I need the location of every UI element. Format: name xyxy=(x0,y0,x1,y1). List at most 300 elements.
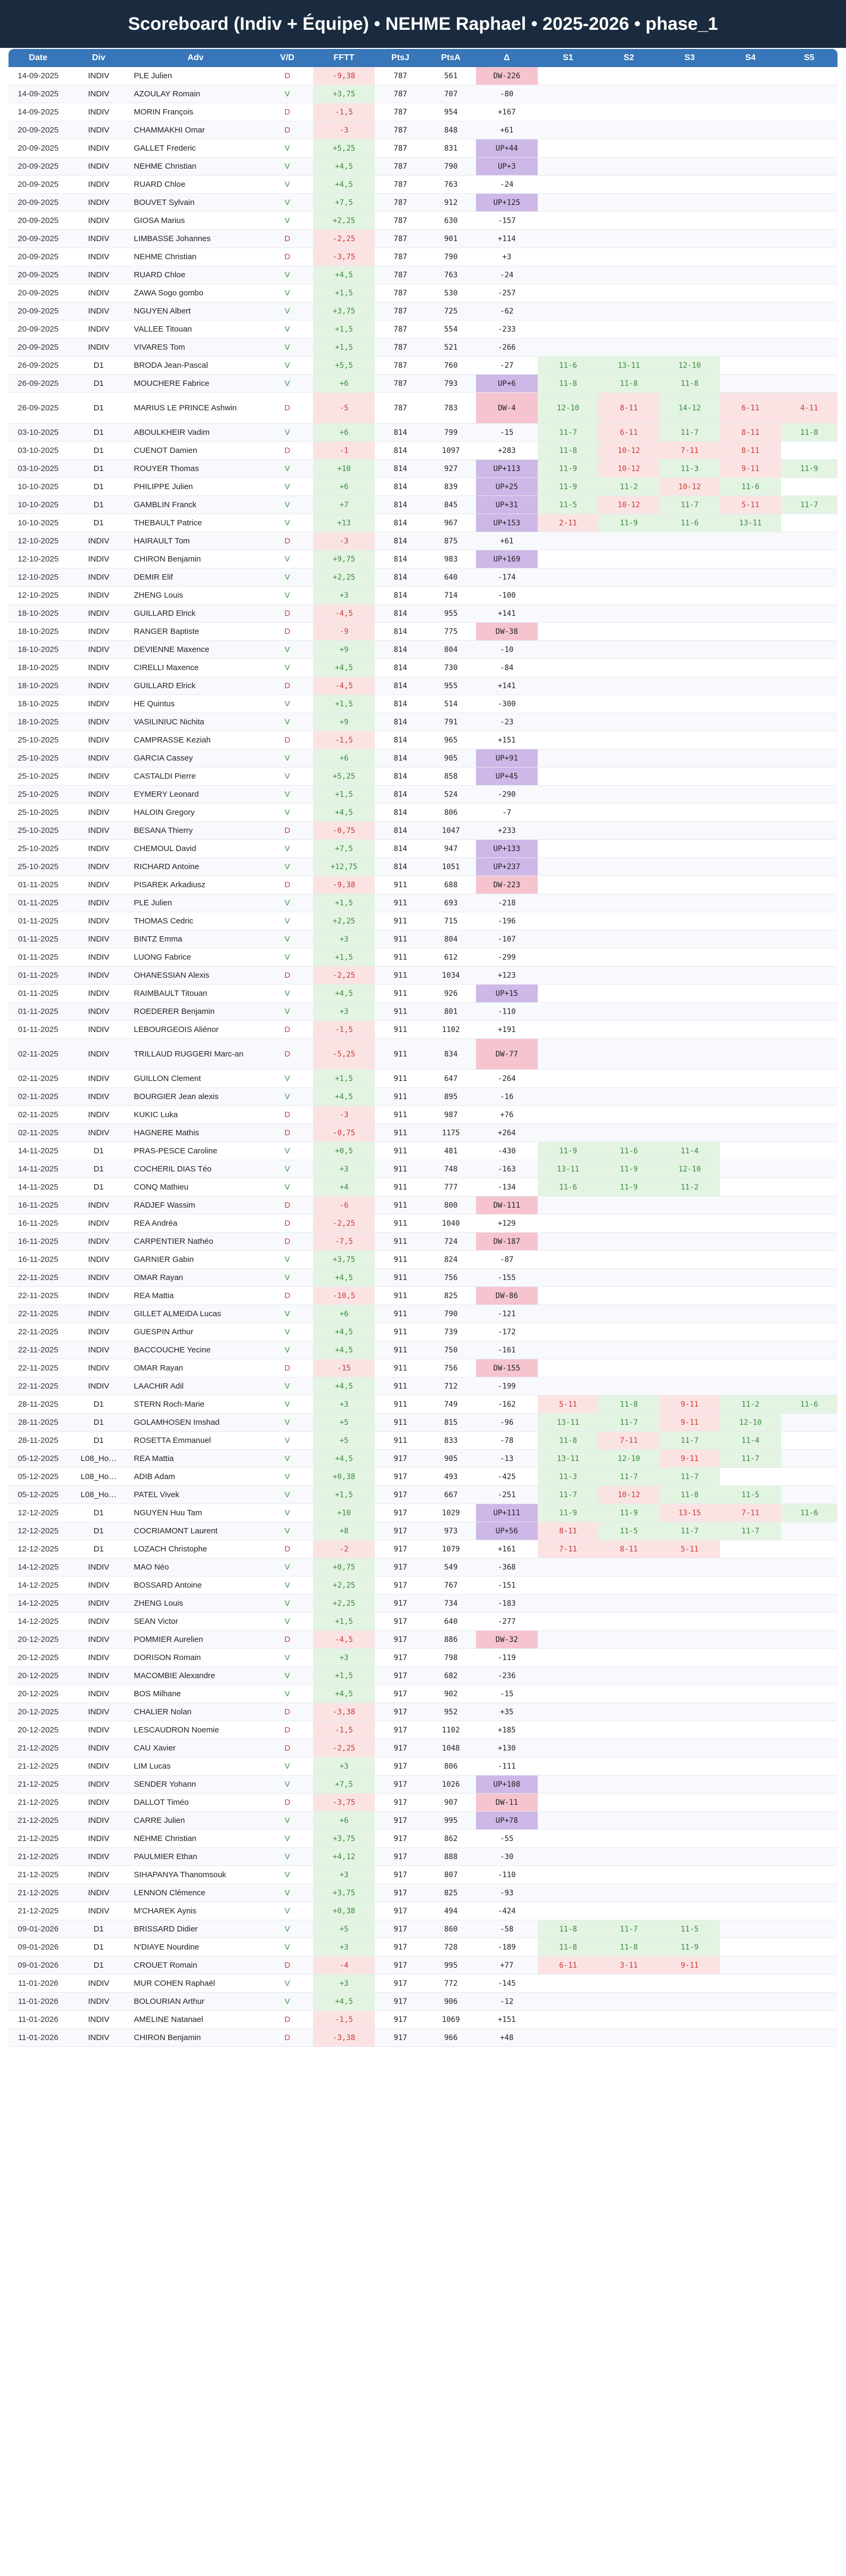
cell-ptsa: 688 xyxy=(444,880,458,889)
cell-date: 02-11-2025 xyxy=(18,1074,59,1083)
cell-div: INDIV xyxy=(88,1798,110,1807)
cell-delta: UP+15 xyxy=(476,985,538,1002)
cell-ptsa: 730 xyxy=(444,663,458,672)
cell-date: 22-11-2025 xyxy=(18,1364,59,1373)
opponent-name: LENNON Clémence xyxy=(134,1888,206,1897)
cell-ptsj: 911 xyxy=(393,1025,407,1034)
table-row xyxy=(9,695,837,713)
cell-div: INDIV xyxy=(88,307,110,316)
cell-adv xyxy=(129,1920,261,1938)
cell-adv xyxy=(129,587,261,604)
cell-set-5 xyxy=(781,2029,837,2046)
cell-set-4 xyxy=(720,930,781,948)
cell-ptsj: 917 xyxy=(393,1689,407,1698)
cell-set-5 xyxy=(781,1432,837,1449)
cell-result: V xyxy=(284,1382,290,1391)
opponent-name: OMAR Rayan xyxy=(134,1363,183,1373)
cell-delta: +264 xyxy=(497,1128,516,1137)
cell-set-3 xyxy=(659,1595,720,1612)
cell-set-2: 3-11 xyxy=(598,1956,659,1974)
cell-date: 14-11-2025 xyxy=(18,1183,59,1192)
column-header-s4[interactable]: S4 xyxy=(745,53,756,62)
cell-delta: -24 xyxy=(500,270,514,279)
cell-ptsa: 790 xyxy=(444,1309,458,1318)
cell-set-5 xyxy=(781,1039,837,1069)
cell-set-5 xyxy=(781,1070,837,1087)
cell-set-2 xyxy=(598,139,659,157)
table-row xyxy=(9,550,837,568)
cell-ptsa: 902 xyxy=(444,1689,458,1698)
column-header-s1[interactable]: S1 xyxy=(563,53,573,62)
cell-ptsj: 911 xyxy=(393,1219,407,1228)
table-header xyxy=(9,49,837,67)
cell-set-5 xyxy=(781,103,837,121)
cell-fftt: +4,5 xyxy=(313,266,375,284)
cell-ptsj: 814 xyxy=(393,428,407,437)
cell-set-4 xyxy=(720,1703,781,1721)
table-row xyxy=(9,1703,837,1721)
cell-set-5 xyxy=(781,695,837,713)
cell-ptsj: 911 xyxy=(393,1345,407,1355)
table-row xyxy=(9,158,837,176)
cell-set-1 xyxy=(538,1323,598,1341)
table-row xyxy=(9,1685,837,1703)
cell-set-2: 7-11 xyxy=(598,1432,659,1449)
opponent-name: CIRELLI Maxence xyxy=(134,663,199,672)
cell-date: 20-09-2025 xyxy=(18,252,59,261)
cell-fftt: -6 xyxy=(313,1196,375,1214)
cell-adv xyxy=(129,1088,261,1105)
cell-fftt: +3,75 xyxy=(313,1251,375,1268)
cell-ptsj: 911 xyxy=(393,1237,407,1246)
cell-set-4 xyxy=(720,1468,781,1485)
cell-set-5 xyxy=(781,1106,837,1124)
cell-ptsa: 966 xyxy=(444,2033,458,2042)
cell-delta: +3 xyxy=(502,252,512,261)
cell-fftt: -9 xyxy=(313,623,375,640)
column-header-vd[interactable]: V/D xyxy=(280,53,294,62)
cell-fftt: +5,5 xyxy=(313,357,375,374)
cell-set-1 xyxy=(538,1794,598,1811)
cell-result: V xyxy=(284,1581,290,1590)
cell-fftt: +1,5 xyxy=(313,894,375,912)
cell-result: V xyxy=(284,754,290,763)
cell-fftt: +2,25 xyxy=(313,1576,375,1594)
cell-set-4: 9-11 xyxy=(720,460,781,477)
cell-fftt: -5,25 xyxy=(313,1039,375,1069)
cell-set-3 xyxy=(659,1757,720,1775)
opponent-name: ABOULKHEIR Vadim xyxy=(134,427,210,437)
cell-set-5 xyxy=(781,248,837,266)
opponent-name: CASTALDI Pierre xyxy=(134,771,196,781)
cell-result: V xyxy=(284,917,290,926)
cell-date: 20-12-2025 xyxy=(18,1707,59,1716)
cell-set-2 xyxy=(598,194,659,211)
cell-set-5 xyxy=(781,1757,837,1775)
cell-set-2 xyxy=(598,1993,659,2010)
cell-set-1: 6-11 xyxy=(538,1956,598,1974)
cell-set-3 xyxy=(659,194,720,211)
cell-ptsa: 521 xyxy=(444,343,458,352)
table-row xyxy=(9,1003,837,1021)
cell-div: INDIV xyxy=(88,1237,110,1246)
cell-ptsa: 833 xyxy=(444,1436,458,1445)
cell-set-3 xyxy=(659,1070,720,1087)
cell-result: D xyxy=(284,1364,291,1373)
cell-date: 21-12-2025 xyxy=(18,1888,59,1897)
cell-set-5 xyxy=(781,1215,837,1232)
cell-fftt: +6 xyxy=(313,1812,375,1829)
opponent-name: AMELINE Natanael xyxy=(134,2014,203,2024)
cell-result: D xyxy=(284,126,291,135)
cell-fftt: +4,5 xyxy=(313,1377,375,1395)
cell-set-5 xyxy=(781,930,837,948)
cell-set-1 xyxy=(538,1902,598,1920)
cell-adv xyxy=(129,320,261,338)
cell-set-3: 12-10 xyxy=(659,1160,720,1178)
cell-ptsa: 1069 xyxy=(442,2015,460,2024)
cell-fftt: +1,5 xyxy=(313,284,375,302)
cell-set-3 xyxy=(659,1269,720,1286)
cell-set-3 xyxy=(659,568,720,586)
cell-set-5 xyxy=(781,338,837,356)
table-row xyxy=(9,1776,837,1794)
cell-set-5 xyxy=(781,1377,837,1395)
cell-div: INDIV xyxy=(88,591,110,600)
cell-set-3 xyxy=(659,1215,720,1232)
cell-set-2: 11-9 xyxy=(598,514,659,532)
cell-ptsa: 494 xyxy=(444,1906,458,1916)
opponent-name: CAU Xavier xyxy=(134,1743,176,1753)
cell-set-5 xyxy=(781,266,837,284)
cell-set-1 xyxy=(538,103,598,121)
cell-result: D xyxy=(284,736,291,745)
cell-set-1 xyxy=(538,985,598,1002)
cell-delta: -24 xyxy=(500,180,514,189)
opponent-name: LESCAUDRON Noemie xyxy=(134,1725,219,1735)
cell-fftt: +3,75 xyxy=(313,302,375,320)
cell-adv xyxy=(129,1178,261,1196)
cell-ptsj: 911 xyxy=(393,1183,407,1192)
cell-result: D xyxy=(284,681,291,690)
cell-div: INDIV xyxy=(88,772,110,781)
column-header-adv[interactable]: Adv xyxy=(187,53,204,62)
cell-ptsj: 787 xyxy=(393,288,407,298)
table-row xyxy=(9,822,837,840)
cell-ptsa: 848 xyxy=(444,126,458,135)
cell-ptsj: 917 xyxy=(393,1870,407,1879)
cell-result: D xyxy=(284,446,291,455)
column-header-div[interactable]: Div xyxy=(92,53,105,62)
column-header-fftt[interactable]: FFTT xyxy=(333,53,355,62)
cell-set-3 xyxy=(659,1003,720,1020)
table-row xyxy=(9,876,837,894)
cell-set-5 xyxy=(781,822,837,839)
cell-result: V xyxy=(284,790,290,799)
cell-adv xyxy=(129,194,261,211)
table-row xyxy=(9,930,837,948)
cell-set-3: 13-15 xyxy=(659,1504,720,1522)
opponent-name: RANGER Baptiste xyxy=(134,626,199,636)
cell-div: D1 xyxy=(93,1943,104,1952)
opponent-name: BESANA Thierry xyxy=(134,825,193,835)
opponent-name: ZHENG Louis xyxy=(134,590,183,600)
cell-ptsj: 814 xyxy=(393,645,407,654)
opponent-name: CHALIER Nolan xyxy=(134,1707,192,1716)
cell-div: D1 xyxy=(93,446,104,455)
cell-ptsa: 715 xyxy=(444,917,458,926)
cell-date: 21-12-2025 xyxy=(18,1816,59,1825)
cell-delta: -96 xyxy=(500,1418,514,1427)
cell-ptsj: 917 xyxy=(393,1581,407,1590)
cell-date: 16-11-2025 xyxy=(18,1201,59,1210)
cell-set-5 xyxy=(781,1794,837,1811)
table-row xyxy=(9,1975,837,1993)
table-row xyxy=(9,858,837,876)
cell-set-5 xyxy=(781,1468,837,1485)
table-row xyxy=(9,1667,837,1685)
cell-date: 21-12-2025 xyxy=(18,1852,59,1861)
cell-div: INDIV xyxy=(88,198,110,207)
cell-fftt: +3,75 xyxy=(313,1884,375,1902)
cell-set-4 xyxy=(720,731,781,749)
cell-delta: UP+169 xyxy=(476,550,538,568)
cell-set-1 xyxy=(538,1649,598,1666)
cell-date: 25-10-2025 xyxy=(18,808,59,817)
opponent-name: ZAWA Sogo gombo xyxy=(134,288,203,298)
cell-set-4 xyxy=(720,1993,781,2010)
cell-set-3: 10-12 xyxy=(659,478,720,496)
cell-ptsa: 493 xyxy=(444,1472,458,1481)
cell-set-2: 11-7 xyxy=(598,1920,659,1938)
cell-set-3: 11-4 xyxy=(659,1142,720,1160)
cell-fftt: +9,75 xyxy=(313,550,375,568)
cell-set-2 xyxy=(598,1196,659,1214)
cell-adv xyxy=(129,840,261,857)
cell-set-2 xyxy=(598,804,659,821)
opponent-name: KUKIC Luka xyxy=(134,1110,178,1119)
cell-set-1 xyxy=(538,1106,598,1124)
cell-set-4 xyxy=(720,876,781,894)
cell-ptsa: 895 xyxy=(444,1092,458,1101)
cell-div: D1 xyxy=(93,361,104,370)
table-row xyxy=(9,1757,837,1776)
cell-date: 11-01-2026 xyxy=(18,2033,59,2042)
cell-delta: -172 xyxy=(497,1327,516,1336)
cell-set-2 xyxy=(598,767,659,785)
cell-adv xyxy=(129,1341,261,1359)
column-header-s2[interactable]: S2 xyxy=(623,53,634,62)
cell-div: INDIV xyxy=(88,1725,110,1735)
cell-set-3 xyxy=(659,1359,720,1377)
cell-set-1: 11-6 xyxy=(538,357,598,374)
cell-result: V xyxy=(284,270,290,279)
cell-set-4 xyxy=(720,568,781,586)
cell-result: V xyxy=(284,1327,290,1336)
cell-ptsa: 906 xyxy=(444,1997,458,2006)
cell-div: INDIV xyxy=(88,1653,110,1662)
cell-ptsj: 917 xyxy=(393,1563,407,1572)
cell-result: D xyxy=(284,826,291,835)
opponent-name: PLE Julien xyxy=(134,71,173,80)
cell-set-4 xyxy=(720,1377,781,1395)
table-row xyxy=(9,1848,837,1866)
cell-fftt: +1,5 xyxy=(313,1486,375,1504)
opponent-name: PRAS-PESCE Caroline xyxy=(134,1146,218,1155)
cell-fftt: +4,5 xyxy=(313,985,375,1002)
cell-fftt: +12,75 xyxy=(313,858,375,876)
cell-adv xyxy=(129,460,261,477)
cell-ptsa: 667 xyxy=(444,1490,458,1499)
cell-set-1 xyxy=(538,659,598,676)
cell-ptsj: 814 xyxy=(393,536,407,546)
table-row xyxy=(9,1341,837,1359)
cell-div: INDIV xyxy=(88,717,110,726)
column-header-s5[interactable]: S5 xyxy=(803,53,815,62)
cell-adv xyxy=(129,1794,261,1811)
table-row xyxy=(9,1522,837,1540)
cell-div: INDIV xyxy=(88,1671,110,1680)
cell-fftt: -9,38 xyxy=(313,67,375,85)
cell-ptsa: 728 xyxy=(444,1943,458,1952)
table-row xyxy=(9,1196,837,1215)
cell-date: 21-12-2025 xyxy=(18,1906,59,1916)
cell-set-2 xyxy=(598,948,659,966)
cell-adv xyxy=(129,1902,261,1920)
table-row xyxy=(9,121,837,139)
cell-fftt: +3 xyxy=(313,930,375,948)
cell-adv xyxy=(129,1106,261,1124)
cell-set-2: 11-9 xyxy=(598,1504,659,1522)
cell-delta: UP+108 xyxy=(476,1776,538,1793)
cell-ptsj: 917 xyxy=(393,1816,407,1825)
cell-date: 22-11-2025 xyxy=(18,1382,59,1391)
cell-set-3 xyxy=(659,749,720,767)
cell-adv xyxy=(129,1631,261,1648)
cell-delta: UP+113 xyxy=(476,460,538,477)
cell-adv xyxy=(129,230,261,247)
cell-adv xyxy=(129,1142,261,1160)
cell-div: D1 xyxy=(93,1508,104,1517)
cell-set-3 xyxy=(659,1884,720,1902)
cell-set-2 xyxy=(598,1251,659,1268)
column-header-ptsj[interactable]: PtsJ xyxy=(391,53,409,62)
cell-set-3 xyxy=(659,677,720,695)
cell-set-3 xyxy=(659,1323,720,1341)
cell-set-4 xyxy=(720,1160,781,1178)
cell-set-1 xyxy=(538,67,598,85)
cell-set-4 xyxy=(720,1757,781,1775)
table-row xyxy=(9,442,837,460)
cell-set-5 xyxy=(781,1920,837,1938)
opponent-name: DEMIR Elif xyxy=(134,572,173,582)
table-row xyxy=(9,1956,837,1975)
cell-set-2 xyxy=(598,786,659,803)
cell-div: INDIV xyxy=(88,627,110,636)
cell-delta: -430 xyxy=(497,1146,516,1155)
cell-result: V xyxy=(284,663,290,672)
cell-fftt: +0,38 xyxy=(313,1468,375,1485)
cell-set-2: 10-12 xyxy=(598,460,659,477)
cell-ptsa: 790 xyxy=(444,252,458,261)
cell-delta: -161 xyxy=(497,1345,516,1355)
cell-delta: +76 xyxy=(500,1110,514,1119)
cell-ptsa: 973 xyxy=(444,1526,458,1535)
cell-set-3 xyxy=(659,894,720,912)
cell-delta: -155 xyxy=(497,1273,516,1282)
column-header-s3[interactable]: S3 xyxy=(684,53,695,62)
cell-ptsa: 965 xyxy=(444,736,458,745)
cell-result: D xyxy=(284,403,291,412)
cell-set-2 xyxy=(598,912,659,930)
column-header-date[interactable]: Date xyxy=(29,53,47,62)
cell-set-5 xyxy=(781,514,837,532)
cell-adv xyxy=(129,1377,261,1395)
opponent-name: NEHME Christian xyxy=(134,1834,196,1843)
table-row xyxy=(9,1178,837,1196)
cell-ptsj: 917 xyxy=(393,1961,407,1970)
cell-set-5 xyxy=(781,659,837,676)
cell-div: D1 xyxy=(93,1418,104,1427)
cell-set-1: 11-8 xyxy=(538,375,598,392)
column-header-ptsa[interactable]: PtsA xyxy=(441,53,461,62)
cell-ptsj: 917 xyxy=(393,1725,407,1735)
cell-fftt: -3,38 xyxy=(313,2029,375,2046)
cell-ptsa: 772 xyxy=(444,1979,458,1988)
cell-set-2 xyxy=(598,1685,659,1703)
cell-set-4 xyxy=(720,749,781,767)
cell-set-3: 11-8 xyxy=(659,1486,720,1504)
opponent-name: MAO Néo xyxy=(134,1562,169,1572)
cell-date: 01-11-2025 xyxy=(18,989,59,998)
cell-set-3 xyxy=(659,930,720,948)
opponent-name: LEBOURGEOIS Aliénor xyxy=(134,1025,219,1034)
cell-set-2: 13-11 xyxy=(598,357,659,374)
table-row xyxy=(9,605,837,623)
table-row xyxy=(9,67,837,85)
cell-set-3: 11-7 xyxy=(659,1522,720,1540)
cell-set-5 xyxy=(781,121,837,139)
column-header-delta[interactable]: Δ xyxy=(503,53,510,62)
cell-adv xyxy=(129,1522,261,1540)
cell-fftt: -3 xyxy=(313,121,375,139)
cell-set-1 xyxy=(538,749,598,767)
cell-set-5 xyxy=(781,1776,837,1793)
opponent-name: PLE Julien xyxy=(134,898,173,907)
cell-set-5 xyxy=(781,85,837,103)
cell-fftt: +7,5 xyxy=(313,1776,375,1793)
cell-adv xyxy=(129,568,261,586)
cell-date: 03-10-2025 xyxy=(18,428,59,437)
cell-date: 14-09-2025 xyxy=(18,108,59,117)
cell-div: INDIV xyxy=(88,89,110,98)
cell-set-3 xyxy=(659,1124,720,1142)
cell-delta: -151 xyxy=(497,1581,516,1590)
cell-set-1 xyxy=(538,1830,598,1847)
cell-set-5 xyxy=(781,1160,837,1178)
cell-date: 14-12-2025 xyxy=(18,1599,59,1608)
cell-adv xyxy=(129,1975,261,1992)
cell-adv xyxy=(129,1269,261,1286)
cell-adv xyxy=(129,1993,261,2010)
cell-set-3 xyxy=(659,1794,720,1811)
cell-set-1 xyxy=(538,1088,598,1105)
cell-ptsa: 1048 xyxy=(442,1744,460,1753)
cell-fftt: +7 xyxy=(313,496,375,514)
cell-set-4 xyxy=(720,822,781,839)
cell-set-5 xyxy=(781,1866,837,1884)
cell-date: 25-10-2025 xyxy=(18,754,59,763)
